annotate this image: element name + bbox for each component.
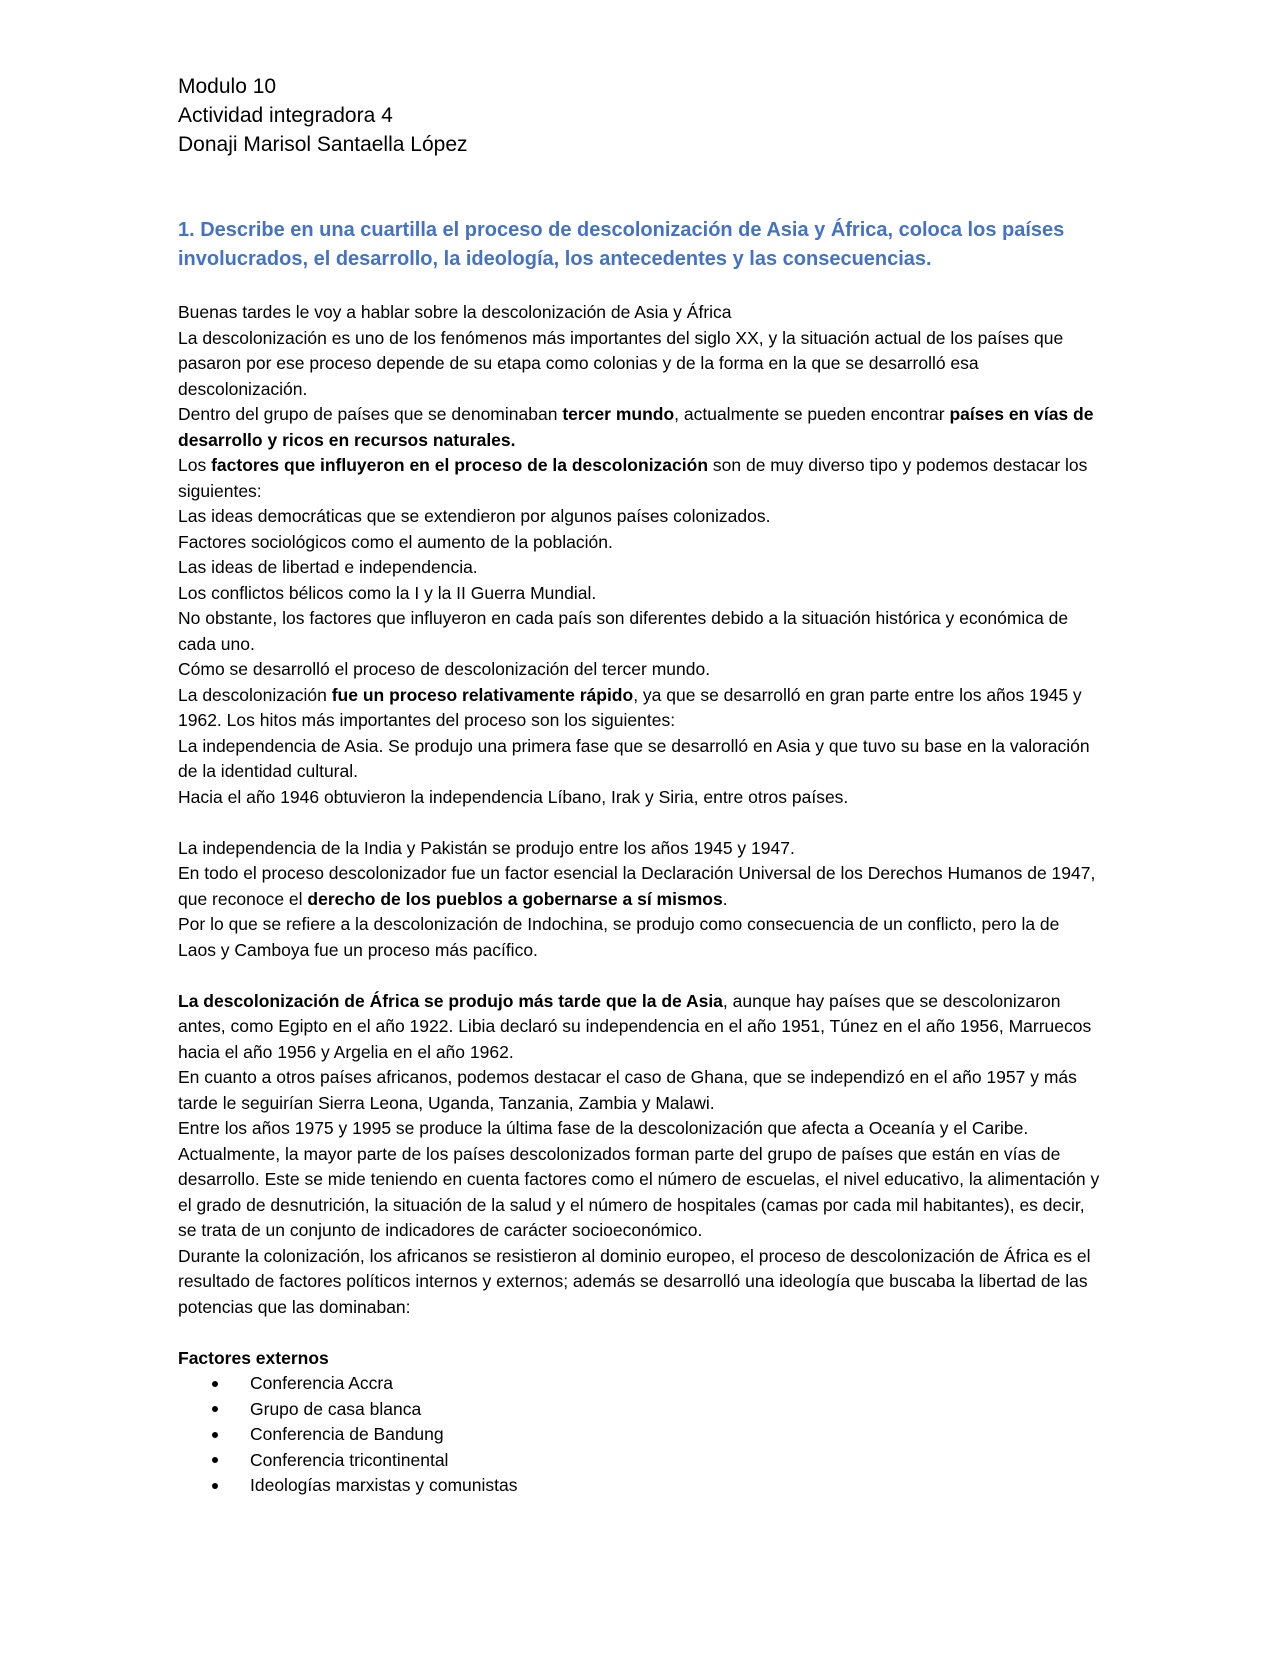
paragraph: La descolonización fue un proceso relativamente rápido, ya que se desarrolló en gran parte entre los años 1945 y 1962. Los hitos más importantes del proceso son los siguientes: xyxy=(178,684,1082,730)
bold-phrase: derecho de los pueblos a gobernarse a sí mismos xyxy=(307,888,723,909)
paragraph: Actualmente, la mayor parte de los países descolonizados forman parte del grupo de países que están en vías de desarrollo. Este se mide teniendo en cuenta factores como el número de escuelas, el nivel educativo, la alimentación y el grado de desnutrición, la situación de la salud y el número de hospitales (camas por cada mil habitantes), es decir, se trata de un conjunto de indicadores de carácter socioeconómico. xyxy=(178,1143,1100,1240)
list-item: Conferencia tricontinental xyxy=(212,1448,1100,1474)
paragraph: Durante la colonización, los africanos se resistieron al dominio europeo, el proceso de descolonización de África es el resultado de factores políticos internos y externos; además se desarrolló una ideología que buscaba la libertad de las potencias que las dominaban: xyxy=(178,1245,1091,1317)
paragraph: Por lo que se refiere a la descolonización de Indochina, se produjo como consecuencia de un conflicto, pero la de Laos y Camboya fue un proceso más pacífico. xyxy=(178,914,1060,960)
paragraph: En cuanto a otros países africanos, podemos destacar el caso de Ghana, que se independizó en el año 1957 y más tarde le seguirían Sierra Leona, Uganda, Tanzania, Zambia y Malawi. xyxy=(178,1067,1077,1113)
list-item: Ideologías marxistas y comunistas xyxy=(212,1473,1100,1499)
bold-phrase: tercer mundo xyxy=(562,404,675,424)
bold-phrase: países en vías de desarrollo y ricos en recursos naturales. xyxy=(178,404,1094,450)
paragraph: Las ideas de libertad e independencia. xyxy=(178,557,478,577)
list-item: Grupo de casa blanca xyxy=(212,1397,1100,1423)
list-item: Conferencia de Bandung xyxy=(212,1422,1100,1448)
paragraph: Dentro del grupo de países que se denominaban tercer mundo, actualmente se pueden encontrar países en vías de desarrollo y ricos en recursos naturales. xyxy=(178,404,1094,450)
paragraph: Cómo se desarrolló el proceso de descolonización del tercer mundo. xyxy=(178,659,711,679)
author-line: Donaji Marisol Santaella López xyxy=(178,133,468,156)
paragraph: Hacia el año 1946 obtuvieron la independencia Líbano, Irak y Siria, entre otros países. xyxy=(178,786,849,807)
bold-phrase: factores que influyeron en el proceso de la descolonización xyxy=(211,455,709,475)
paragraph: La independencia de Asia. Se produjo una primera fase que se desarrolló en Asia y que tuvo su base en la valoración de la identidad cultural. xyxy=(178,735,1090,781)
paragraph: En todo el proceso descolonizador fue un factor esencial la Declaración Universal de los Derechos Humanos de 1947, que reconoce el derecho de los pueblos a gobernarse a sí mismos. xyxy=(178,863,1096,909)
activity-line: Actividad integradora 4 xyxy=(178,104,393,127)
list-item: Conferencia Accra xyxy=(212,1371,1100,1397)
document-body xyxy=(178,300,1100,1499)
external-factors-list xyxy=(178,1371,1100,1499)
document-header xyxy=(178,72,1100,159)
bullet-icon xyxy=(212,1432,218,1438)
paragraph: Factores sociológicos como el aumento de la población. xyxy=(178,531,613,552)
bullet-icon xyxy=(212,1457,218,1463)
paragraph: La descolonización es uno de los fenómenos más importantes del siglo XX, y la situación actual de los países que pasaron por ese proceso depende de su etapa como colonias y de la forma en la que se desarrolló esa descolonización. xyxy=(178,327,1064,399)
paragraph: La descolonización de África se produjo más tarde que la de Asia, aunque hay países que se descolonizaron antes, como Egipto en el año 1922. Libia declaró su independencia en el año 1951, Túnez en el año 1956, Marruecos hacia el año 1956 y Argelia en el año 1962. xyxy=(178,990,1092,1062)
bullet-icon xyxy=(212,1381,218,1387)
question-heading: 1. Describe en una cuartilla el proceso de descolonización de Asia y África, coloca los países involucrados, el desarrollo, la ideología, los antecedentes y las consecuencias. xyxy=(178,219,1065,270)
bold-phrase: fue un proceso relativamente rápido xyxy=(331,684,634,705)
bullet-icon xyxy=(212,1483,218,1489)
external-factors-heading: Factores externos xyxy=(178,1347,329,1368)
paragraph: Los conflictos bélicos como la I y la II Guerra Mundial. xyxy=(178,582,597,603)
bullet-icon xyxy=(212,1406,218,1412)
paragraph: Entre los años 1975 y 1995 se produce la última fase de la descolonización que afecta a Oceanía y el Caribe. xyxy=(178,1118,1029,1138)
bold-phrase: La descolonización de África se produjo más tarde que la de Asia xyxy=(178,990,723,1011)
paragraph: Las ideas democráticas que se extendieron por algunos países colonizados. xyxy=(178,506,771,526)
module-line: Modulo 10 xyxy=(178,75,277,98)
paragraph: No obstante, los factores que influyeron en cada país son diferentes debido a la situación histórica y económica de cada uno. xyxy=(178,608,1069,654)
paragraph: La independencia de la India y Pakistán se produjo entre los años 1945 y 1947. xyxy=(178,837,795,858)
paragraph: Buenas tardes le voy a hablar sobre la descolonización de Asia y África xyxy=(178,302,732,322)
paragraph: Los factores que influyeron en el proceso de la descolonización son de muy diverso tipo y podemos destacar los siguientes: xyxy=(178,455,1088,501)
